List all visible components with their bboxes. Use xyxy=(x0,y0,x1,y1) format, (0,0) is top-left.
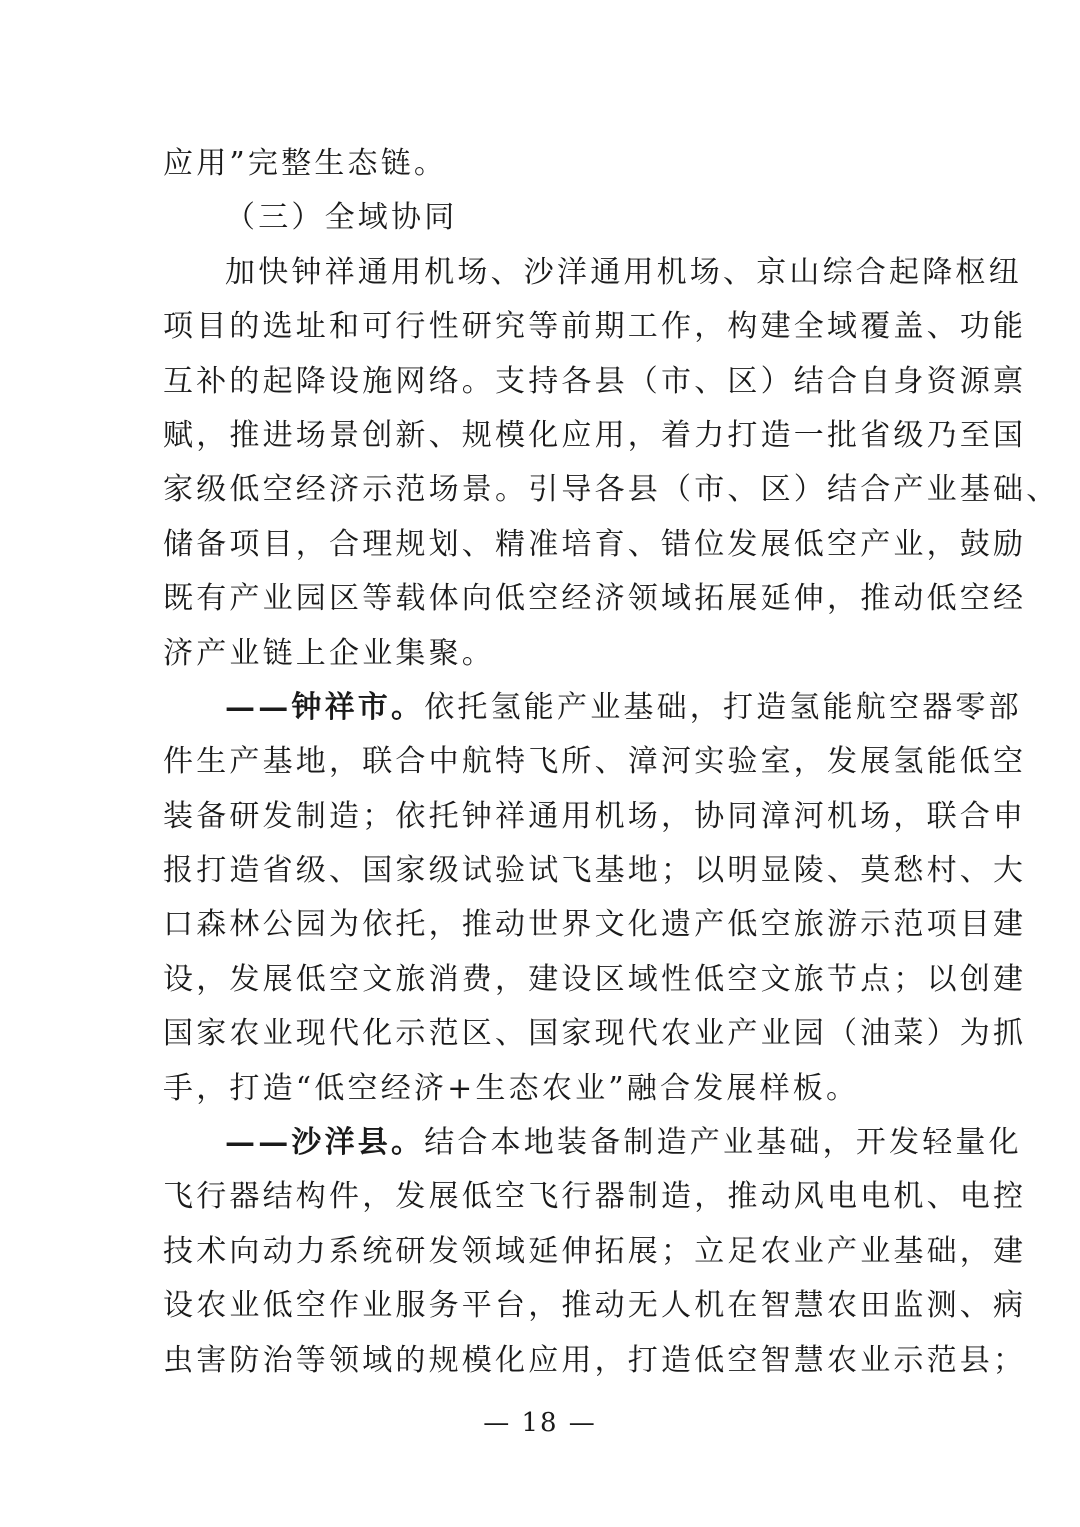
text-line xyxy=(163,681,1022,735)
text-line: 装备研发制造；依托钟祥通用机场，协同漳河机场，联合申 xyxy=(163,798,1027,834)
text-line: 加快钟祥通用机场、沙洋通用机场、京山综合起降枢纽 xyxy=(225,254,1022,290)
text-line: 件生产基地，联合中航特飞所、漳河实验室，发展氢能低空 xyxy=(163,744,1027,780)
lead-term-zhongxiang: ——钟祥市。 xyxy=(225,689,425,725)
text-line: 报打造省级、国家级试验试飞基地；以明显陵、莫愁村、大 xyxy=(163,853,1027,889)
text-line: 国家农业现代化示范区、国家现代农业产业园（油菜）为抓 xyxy=(163,1016,1027,1052)
text-line: 技术向动力系统研发领域延伸拓展；立足农业产业基础，建 xyxy=(163,1233,1027,1269)
text-line: 飞行器结构件，发展低空飞行器制造，推动风电电机、电控 xyxy=(163,1179,1027,1215)
page-number: — 18 — xyxy=(483,1408,597,1438)
document-body xyxy=(163,137,1060,1388)
text-line: 应用”完整生态链。 xyxy=(163,146,448,181)
section-heading: （三）全域协同 xyxy=(225,200,458,236)
text-span: 结合本地装备制造产业基础，开发轻量化 xyxy=(424,1125,1022,1161)
text-line xyxy=(163,1116,1022,1170)
text-line: 储备项目，合理规划、精准培育、错位发展低空产业，鼓励 xyxy=(163,526,1027,562)
text-line: 设，发展低空文旅消费，建设区域性低空文旅节点；以创建 xyxy=(163,961,1027,997)
text-line: 赋，推进场景创新、规模化应用，着力打造一批省级乃至国 xyxy=(163,417,1027,453)
text-line: 手，打造“低空经济+生态农业”融合发展样板。 xyxy=(163,1070,860,1106)
text-line: 项目的选址和可行性研究等前期工作，构建全域覆盖、功能 xyxy=(163,309,1027,345)
lead-term-shayang: ——沙洋县。 xyxy=(225,1125,425,1161)
text-line: 互补的起降设施网络。支持各县（市、区）结合自身资源禀 xyxy=(163,363,1027,399)
text-line: 既有产业园区等载体向低空经济领域拓展延伸，推动低空经 xyxy=(163,581,1027,617)
text-line: 口森林公园为依托，推动世界文化遗产低空旅游示范项目建 xyxy=(163,907,1027,943)
text-line: 设农业低空作业服务平台，推动无人机在智慧农田监测、病 xyxy=(163,1288,1027,1324)
text-line: 虫害防治等领域的规模化应用，打造低空智慧农业示范县； xyxy=(163,1342,1027,1378)
text-line: 济产业链上企业集聚。 xyxy=(163,635,495,671)
text-line: 家级低空经济示范场景。引导各县（市、区）结合产业基础、 xyxy=(163,472,1060,508)
text-span: 依托氢能产业基础，打造氢能航空器零部 xyxy=(424,689,1022,725)
